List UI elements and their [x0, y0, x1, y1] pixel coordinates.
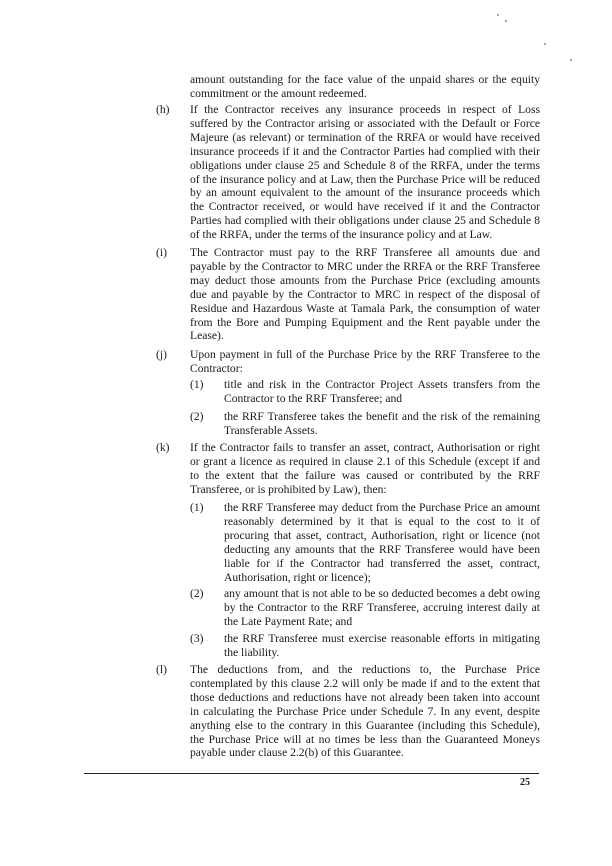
clause-label-i: (i) — [156, 246, 167, 259]
subitem-label-k-1: (1) — [190, 501, 204, 514]
page-number: 25 — [520, 777, 530, 788]
subitem-label-k-3: (3) — [190, 632, 204, 645]
subitem-label-j-2: (2) — [190, 410, 204, 423]
footer-rule — [84, 773, 539, 774]
clause-label-h: (h) — [156, 103, 170, 116]
subitem-label-k-2: (2) — [190, 587, 204, 600]
clause-text-l: The deductions from, and the reductions to, the Purchase Price contemplated by this clause 2.2 will only be made if and to the extent that those deductions and reductions have not already been taken into account in calculating the Purchase Price under Schedule 7. In any event, despite anything else to the contrary in this Guarantee (including this Schedule), the Purchase Price will at no times be less than the Guaranteed Moneys payable under clause 2.2(b) of this Guarantee. — [190, 663, 540, 760]
subitem-label-j-1: (1) — [190, 378, 204, 391]
subitem-text-k-2: any amount that is not able to be so deducted becomes a debt owing by the Contractor to the RRF Transferee, accruing interest daily at the Late Payment Rate; and — [224, 587, 540, 628]
clause-text-i: The Contractor must pay to the RRF Transferee all amounts due and payable by the Contractor to MRC under the RRFA or the RRF Transferee may deduct those amounts from the Purchase Price (excluding amounts due and payable by the Contractor to MRC in respect of the disposal of Residue and Hazardous Waste at Tamala Park, the consumption of water from the Bore and Pumping Equipment and the Rent payable under the Lease). — [190, 246, 540, 343]
clause-text-j: Upon payment in full of the Purchase Price by the RRF Transferee to the Contractor: — [190, 348, 540, 375]
clause-text-k: If the Contractor fails to transfer an asset, contract, Authorisation or right or grant a licence as required in clause 2.1 of this Schedule (except if and to the extent that the failure was caused or contributed by the RRF Transferee, or is prohibited by Law), then: — [190, 441, 540, 496]
scan-speck — [570, 59, 572, 61]
clause-label-l: (l) — [156, 663, 167, 676]
subitem-text-k-3: the RRF Transferee must exercise reasonable efforts in mitigating the liability. — [224, 632, 540, 659]
clause-text-h: If the Contractor receives any insurance proceeds in respect of Loss suffered by the Contractor arising or associated with the Default or Force Majeure (as relevant) or termination of the RRFA or would have received insurance proceeds if it and the Contractor Parties had complied with their obligations under clause 25 and Schedule 8 of the RRFA, under the terms of the insurance policy and at Law, then the Purchase Price will be reduced by an amount equivalent to the amount of the insurance proceeds which the Contractor received, or would have received if it and the Contractor Parties had complied with their obligations under clause 25 and Schedule 8 of the RRFA, under the terms of the insurance policy and at Law. — [190, 103, 540, 242]
clause-label-k: (k) — [156, 441, 170, 454]
subitem-text-j-2: the RRF Transferee takes the benefit and the risk of the remaining Transferable Assets. — [224, 410, 540, 437]
continuation-text: amount outstanding for the face value of the unpaid shares or the equity commitment or the amount redeemed. — [190, 73, 540, 100]
scan-speck — [497, 14, 499, 16]
subitem-text-j-1: title and risk in the Contractor Project Assets transfers from the Contractor to the RRF Transferee; and — [224, 378, 540, 405]
scan-speck — [505, 20, 507, 22]
clause-label-j: (j) — [156, 348, 167, 361]
scan-speck — [544, 43, 546, 45]
subitem-text-k-1: the RRF Transferee may deduct from the Purchase Price an amount reasonably determined by it that is equal to the cost to it of procuring that asset, contract, Authorisation, right or licence (not deducting any amounts that the RRF Transferee would have been liable for if the Contractor had transferred the asset, contract, Authorisation, right or licence); — [224, 501, 540, 584]
